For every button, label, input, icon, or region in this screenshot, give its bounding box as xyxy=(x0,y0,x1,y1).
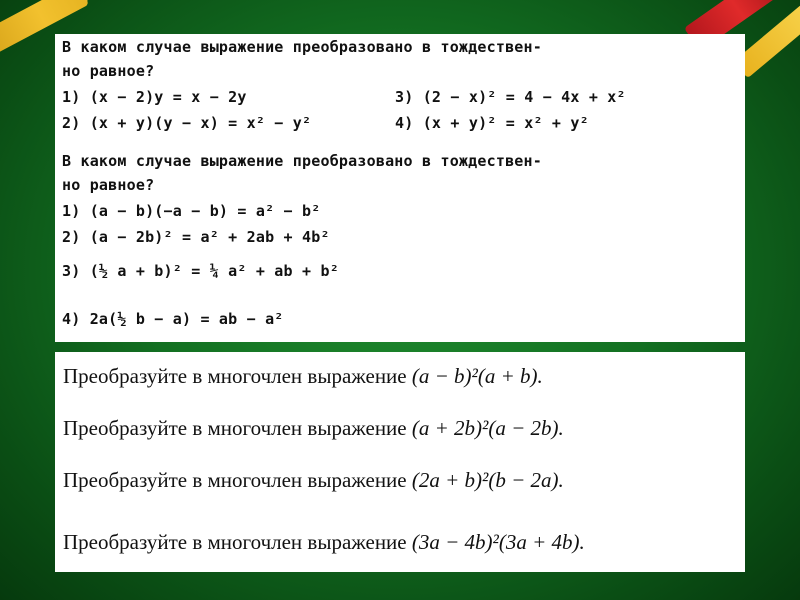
question-2-option-4: 4) 2a(½ b − a) = ab − a² xyxy=(62,310,284,328)
question-2-line-1: В каком случае выражение преобразовано в тождествен- xyxy=(62,152,542,170)
question-1-line-2: но равное? xyxy=(62,62,155,80)
task-expression: (a − b)²(a + b). xyxy=(411,364,543,388)
question-1-option-3: 3) (2 − x)² = 4 − 4x + x² xyxy=(395,88,626,106)
question-1-option-2: 2) (x + y)(y − x) = x² − y² xyxy=(62,114,312,132)
question-2-line-2: но равное? xyxy=(62,176,155,194)
task-expression: (3a − 4b)²(3a + 4b). xyxy=(411,530,585,554)
task-line-4 xyxy=(63,530,585,555)
task-expression: (a + 2b)²(a − 2b). xyxy=(411,416,564,440)
task-prefix: Преобразуйте в многочлен выражение xyxy=(63,468,407,492)
task-line-3 xyxy=(63,468,564,493)
task-prefix: Преобразуйте в многочлен выражение xyxy=(63,530,407,554)
question-1-option-4: 4) (x + y)² = x² + y² xyxy=(395,114,589,132)
task-panel-polynomial xyxy=(55,352,745,572)
question-2-option-3: 3) (½ a + b)² = ¼ a² + ab + b² xyxy=(62,262,339,280)
task-prefix: Преобразуйте в многочлен выражение xyxy=(63,416,407,440)
task-panel-identity xyxy=(55,34,745,342)
question-1-line-1: В каком случае выражение преобразовано в тождествен- xyxy=(62,38,542,56)
task-line-2 xyxy=(63,416,564,441)
question-2-option-1: 1) (a − b)(−a − b) = a² − b² xyxy=(62,202,321,220)
task-expression: (2a + b)²(b − 2a). xyxy=(411,468,564,492)
question-1-option-1: 1) (x − 2)y = x − 2y xyxy=(62,88,247,106)
task-line-1 xyxy=(63,364,543,389)
question-2-option-2: 2) (a − 2b)² = a² + 2ab + 4b² xyxy=(62,228,330,246)
task-prefix: Преобразуйте в многочлен выражение xyxy=(63,364,407,388)
